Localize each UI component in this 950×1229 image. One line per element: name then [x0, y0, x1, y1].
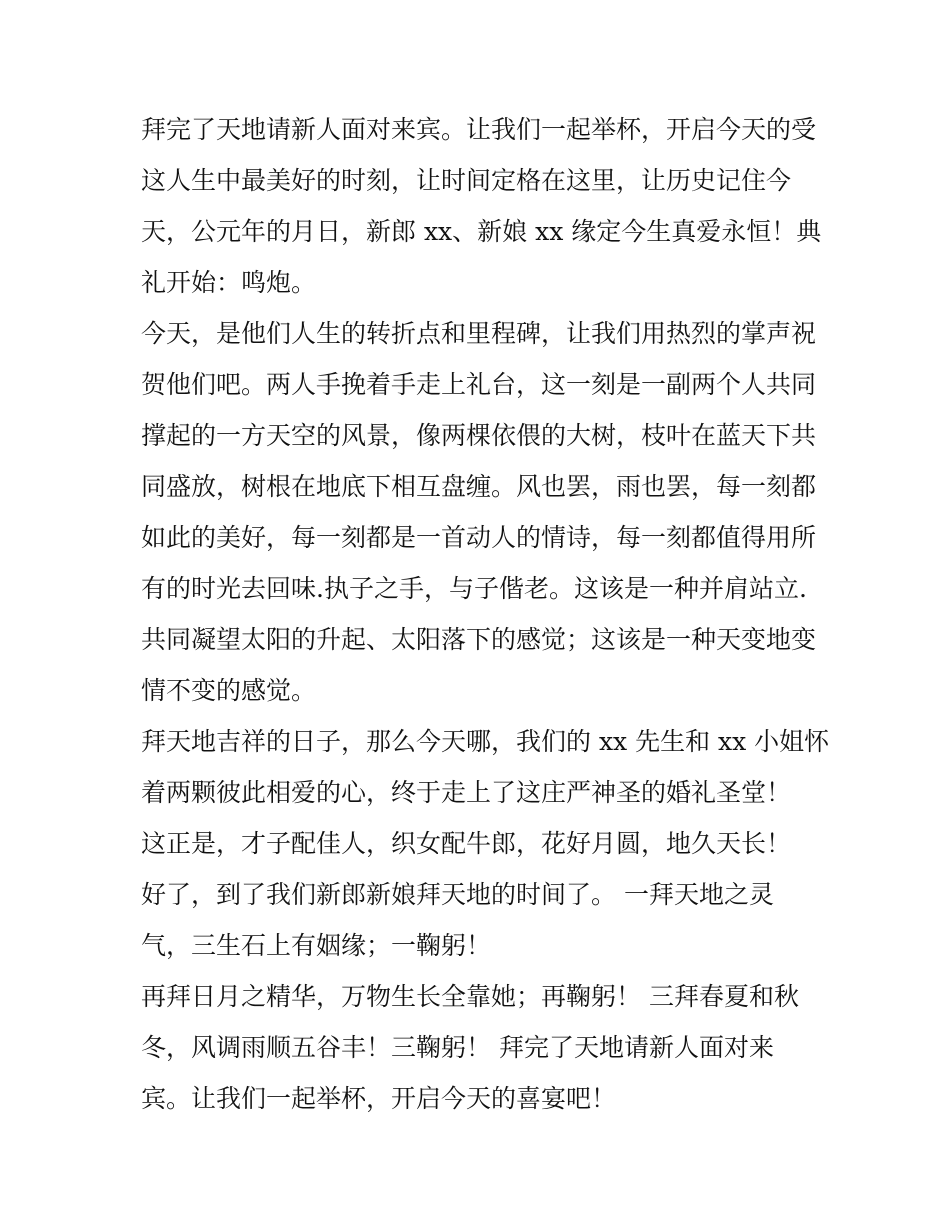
document-body: [141, 104, 830, 1124]
text-line: 今天，是他们人生的转折点和里程碑，让我们用热烈的掌声祝: [141, 319, 817, 348]
text-line: 同盛放，树根在地底下相互盘缠。风也罢，雨也罢，每一刻都: [141, 472, 817, 501]
text-line: 气，三生石上有姻缘；一鞠躬！: [141, 931, 492, 960]
text-line: 礼开始：鸣炮。: [141, 268, 317, 297]
text-line: 再拜日月之精华，万物生长全靠她；再鞠躬！ 三拜春夏和秋: [141, 982, 799, 1011]
text-line: 宾。让我们一起举杯，开启今天的喜宴吧！: [141, 1084, 617, 1113]
text-line: 好了，到了我们新郎新娘拜天地的时间了。 一拜天地之灵: [141, 880, 774, 909]
text-line: 冬，风调雨顺五谷丰！三鞠躬！ 拜完了天地请新人面对来: [141, 1033, 774, 1062]
text-line: 天，公元年的月日，新郎 xx、新娘 xx 缘定今生真爱永恒！典: [141, 217, 822, 246]
text-line: 共同凝望太阳的升起、太阳落下的感觉；这该是一种天变地变: [141, 625, 817, 654]
text-line: 如此的美好，每一刻都是一首动人的情诗，每一刻都值得用所: [141, 523, 817, 552]
text-line: 拜天地吉祥的日子，那么今天哪，我们的 xx 先生和 xx 小姐怀: [141, 727, 830, 756]
text-line: 贺他们吧。两人手挽着手走上礼台，这一刻是一副两个人共同: [141, 370, 817, 399]
text-line: 拜完了天地请新人面对来宾。让我们一起举杯，开启今天的受: [141, 115, 817, 144]
text-line: 有的时光去回味.执子之手，与子偕老。这该是一种并肩站立.: [141, 574, 807, 603]
text-line: 这人生中最美好的时刻，让时间定格在这里，让历史记住今: [141, 166, 792, 195]
text-line: 撑起的一方天空的风景，像两棵依偎的大树，枝叶在蓝天下共: [141, 421, 817, 450]
text-line: 情不变的感觉。: [141, 676, 317, 705]
text-line: 着两颗彼此相爱的心，终于走上了这庄严神圣的婚礼圣堂！: [141, 778, 792, 807]
text-line: 这正是，才子配佳人，织女配牛郎，花好月圆，地久天长！: [141, 829, 792, 858]
